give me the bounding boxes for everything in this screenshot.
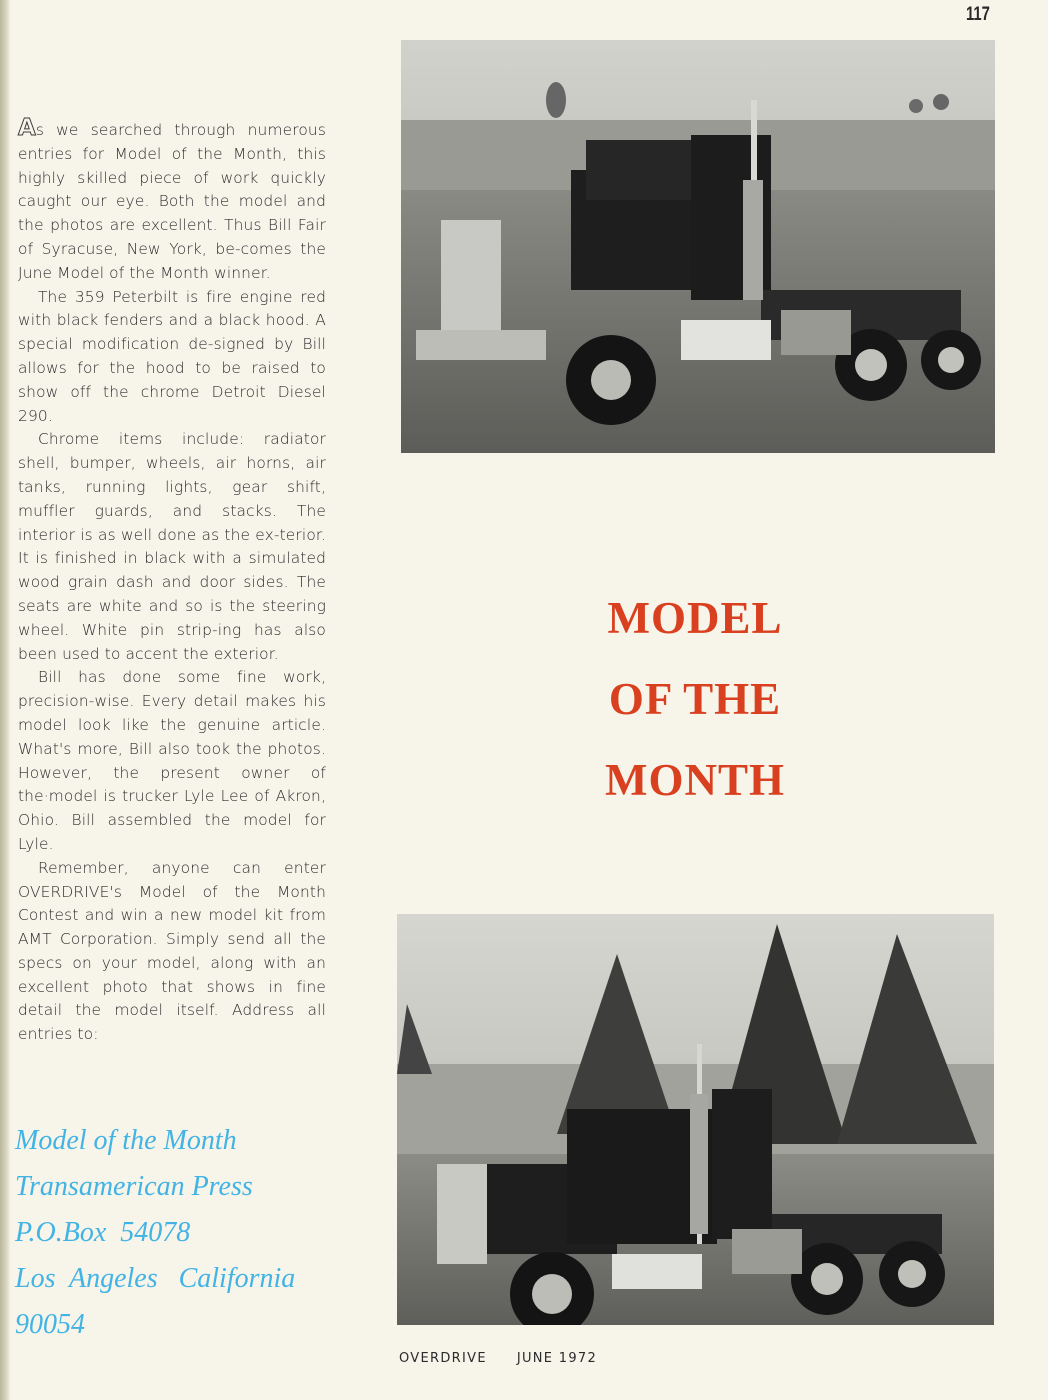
article-body [18,115,326,1047]
article-paragraph-4: Bill has done some fine work, precision-wise. Every detail makes his model look like the genuine article. What's more, Bill also took the photos. However, the present owner of the·model is trucker Lyle Lee of Akron, Ohio. Bill assembled the model for Lyle. [18,668,326,853]
headline-line-3: MONTH [605,755,785,805]
article-paragraph-3: Chrome items include: radiator shell, bumper, wheels, air horns, air tanks, running lights, gear shift, muffler guards, and stacks. The interior is as well done as the ex-terior. It is finished in black with a simulated wood grain dash and door sides. The seats are white and so is the steering wheel. White pin strip-ing has also been used to accent the exterior. [18,430,326,663]
page-number: 117 [966,4,990,25]
truck-photo-front [401,40,995,453]
article-paragraph-2: The 359 Peterbilt is fire engine red with black fenders and a black hood. A special modification de-signed by Bill allows for the hood to be raised to show off the chrome Detroit Diesel 290. [18,287,326,425]
article-paragraph-1: As we searched through numerous entries for Model of the Month, this highly skilled piece of work quickly caught our eye. Both the model and the photos are excellent. Thus Bill Fair of Syracuse, New York, be-comes the June Model of the Month winner. [18,115,326,282]
address-line-1: Model of the Month [15,1125,237,1156]
footer-publication: OVERDRIVE [399,1351,487,1366]
page-gutter-shadow [0,0,10,1400]
headline-line-2: OF THE [608,674,782,724]
address-line-4: Los Angeles California [15,1263,296,1294]
mailing-address [15,1118,345,1348]
truck-photo-front-image [401,40,995,453]
article-paragraph-5: Remember, anyone can enter OVERDRIVE's Model of the Month Contest and win a new model kit from AMT Corporation. Simply send all the specs on your model, along with an excellent photo that shows in fine detail the model itself. Address all entries to: [18,858,326,1044]
drop-cap: A [18,115,36,141]
address-line-5: 90054 [15,1309,85,1340]
page-footer [399,1351,597,1366]
address-line-3: P.O.Box 54078 [15,1217,191,1248]
truck-photo-side-image [397,914,994,1325]
footer-issue: JUNE 1972 [516,1351,598,1366]
address-line-2: Transamerican Press [15,1171,253,1202]
truck-photo-side [397,914,994,1325]
page-headline [560,578,830,821]
headline-line-1: MODEL [607,593,783,643]
